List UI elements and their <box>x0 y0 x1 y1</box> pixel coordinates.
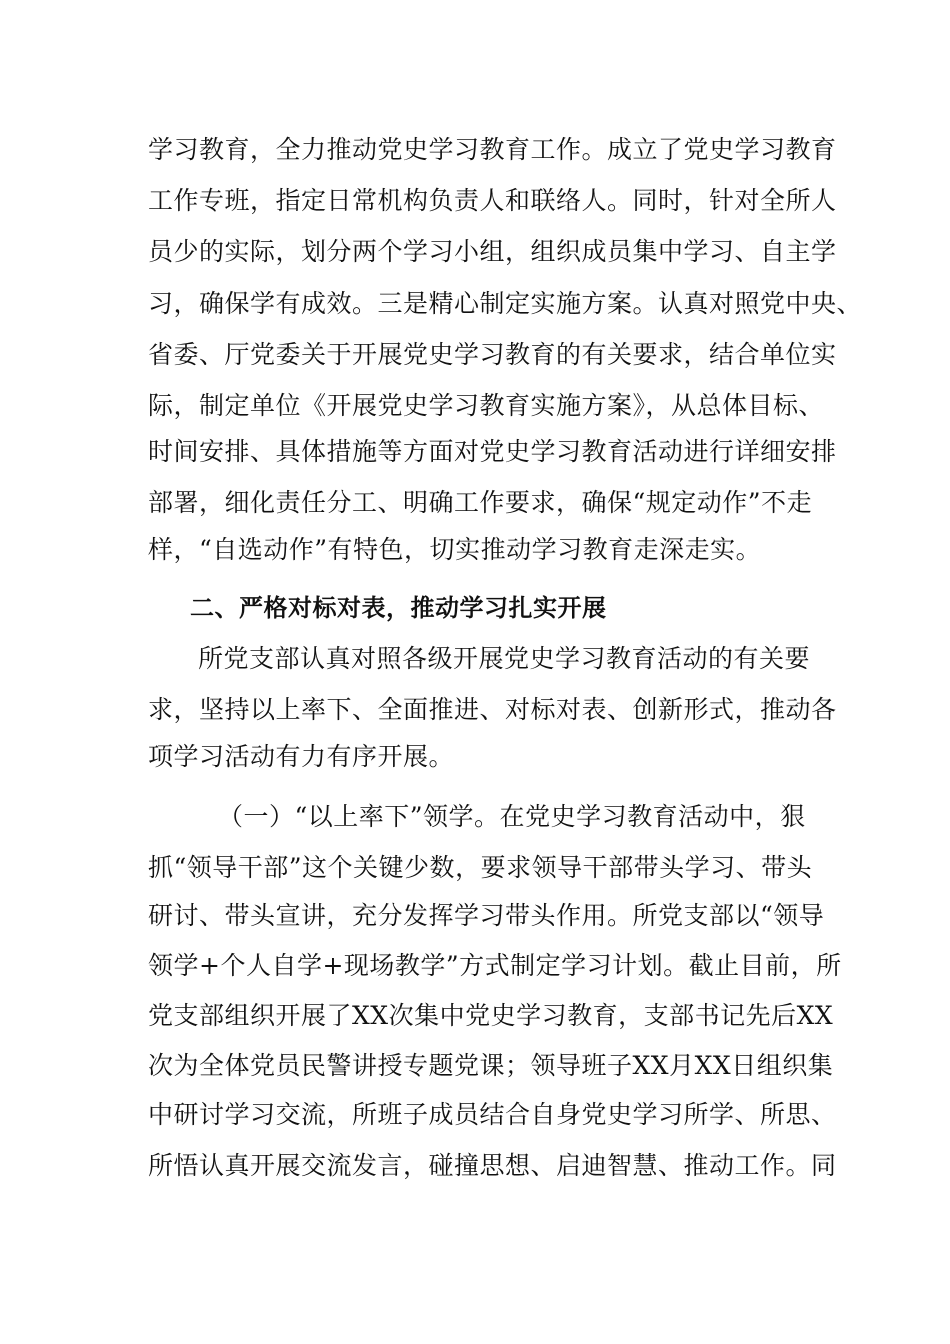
paragraph-1-line-7: 时间安排、具体措施等方面对党史学习教育活动进行详细安排 <box>148 437 837 466</box>
paragraph-3-line-8: 所悟认真开展交流发言，碰撞思想、启迪智慧、推动工作。同 <box>148 1151 837 1180</box>
paragraph-1-line-4: 习，确保学有成效。三是精心制定实施方案。认真对照党中央、 <box>148 289 863 318</box>
paragraph-1-line-8: 部署，细化责任分工、明确工作要求，确保“规定动作”不走 <box>148 488 813 517</box>
paragraph-3-line-1: （一）“以上率下”领学。在党史学习教育活动中，狠 <box>218 802 806 831</box>
paragraph-2-line-1: 所党支部认真对照各级开展党史学习教育活动的有关要 <box>198 644 811 673</box>
paragraph-1-line-5: 省委、厅党委关于开展党史学习教育的有关要求，结合单位实 <box>148 340 837 369</box>
paragraph-3-line-4: 领学+个人自学+现场教学”方式制定学习计划。截止目前，所 <box>148 951 842 980</box>
paragraph-2-line-2: 求，坚持以上率下、全面推进、对标对表、创新形式，推动各 <box>148 695 837 724</box>
paragraph-3-line-6: 次为全体党员民警讲授专题党课；领导班子XX月XX日组织集 <box>148 1051 834 1080</box>
paragraph-3-line-2: 抓“领导干部”这个关键少数，要求领导干部带头学习、带头 <box>148 853 813 882</box>
paragraph-2-line-3: 项学习活动有力有序开展。 <box>148 742 455 771</box>
paragraph-3-line-7: 中研讨学习交流，所班子成员结合自身党史学习所学、所思、 <box>148 1100 837 1129</box>
paragraph-1-line-1: 学习教育，全力推动党史学习教育工作。成立了党史学习教育 <box>148 135 837 164</box>
paragraph-1-line-2: 工作专班，指定日常机构负责人和联络人。同时，针对全所人 <box>148 186 837 215</box>
paragraph-1-line-6: 际，制定单位《开展党史学习教育实施方案》，从总体目标、 <box>148 391 825 420</box>
paragraph-1-line-9: 样，“自选动作”有特色，切实推动学习教育走深走实。 <box>148 535 762 564</box>
section-heading: 二、严格对标对表，推动学习扎实开展 <box>190 594 607 622</box>
paragraph-3-line-5: 党支部组织开展了XX次集中党史学习教育，支部书记先后XX <box>148 1001 834 1030</box>
paragraph-1-line-3: 员少的实际，划分两个学习小组，组织成员集中学习、自主学 <box>148 237 837 266</box>
paragraph-3-line-3: 研讨、带头宣讲，充分发挥学习带头作用。所党支部以“领导 <box>148 901 825 930</box>
